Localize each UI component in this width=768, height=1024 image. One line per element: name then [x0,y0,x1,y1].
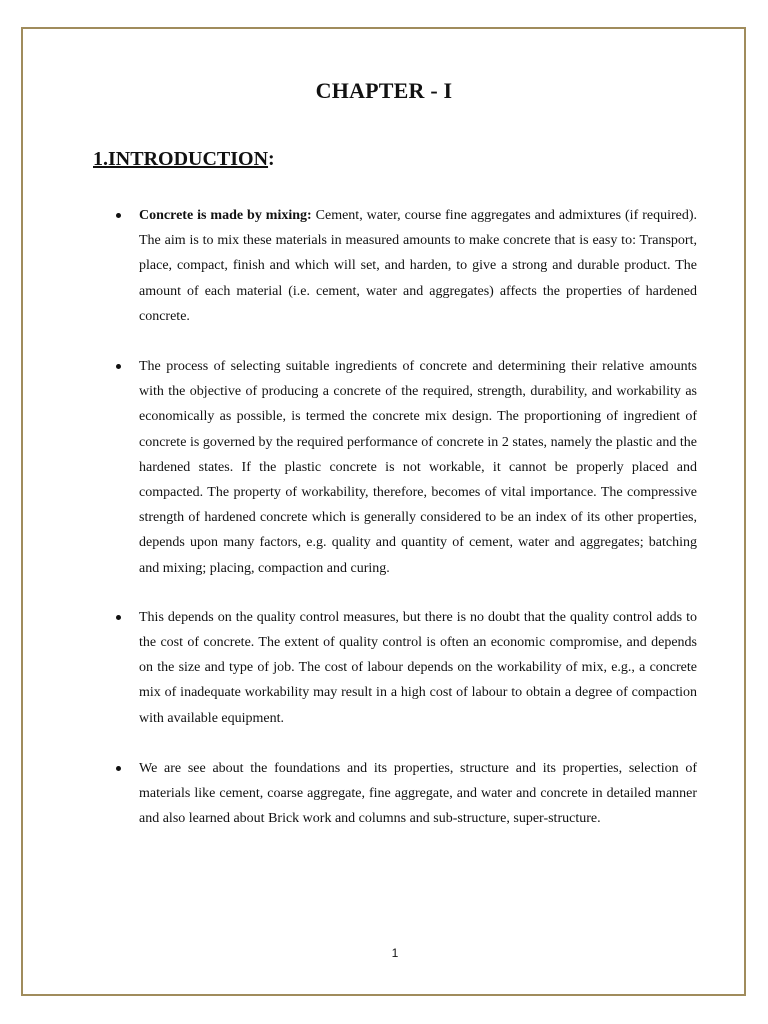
bullet-icon [116,766,121,771]
bullet-text: The process of selecting suitable ingredients of concrete and determining their relative amounts with the objective of producing a concrete of the required, strength, durability, and workability as economically as possible, is termed the concrete mix design. The proportioning of ingredient of concrete is governed by the required performance of concrete in 2 states, namely the plastic and the hardened states. If the plastic concrete is not workable, it cannot be properly placed and compacted. The property of workability, therefore, becomes of vital importance. The compressive strength of hardened concrete which is generally considered to be an index of its other properties, depends upon many factors, e.g. quality and quantity of cement, water and aggregates; batching and mixing; placing, compaction and curing. [139,359,697,576]
bullet-icon [116,364,121,369]
section-heading [93,148,275,171]
list-item [113,203,697,329]
list-item [113,756,697,832]
bullet-text: Cement, water, course fine aggregates and admixtures (if required). The aim is to mix these materials in measured amounts to make concrete that is easy to: Transport, place, compact, finish and which will set, and harden, to give a strong and durable product. The amount of each material (i.e. cement, water and aggregates) affects the properties of hardened concrete. [139,208,698,324]
list-item [113,605,697,731]
chapter-title: CHAPTER - I [315,78,453,103]
list-item [113,354,697,581]
section-heading-text: 1.INTRODUCTION [93,148,269,170]
bullet-icon [116,615,121,620]
bullet-text: This depends on the quality control measures, but there is no doubt that the quality control adds to the cost of concrete. The extent of quality control is often an economic compromise, and depends on the size and type of job. The cost of labour depends on the workability of mix, e.g., a concrete mix of inadequate workability may result in a high cost of labour to obtain a degree of compaction with available equipment. [139,609,697,726]
bullet-icon [116,213,121,218]
section-heading-colon: : [268,148,275,170]
page-number: 1 [391,946,399,960]
bullet-text: We are see about the foundations and its properties, structure and its properties, selection of materials like cement, coarse aggregate, fine aggregate, and water and concrete in detailed manner and also learned about Brick work and columns and sub-structure, super-structure. [139,760,697,827]
bullet-lead: Concrete is made by mixing: [139,208,312,223]
bullet-list [113,203,697,856]
